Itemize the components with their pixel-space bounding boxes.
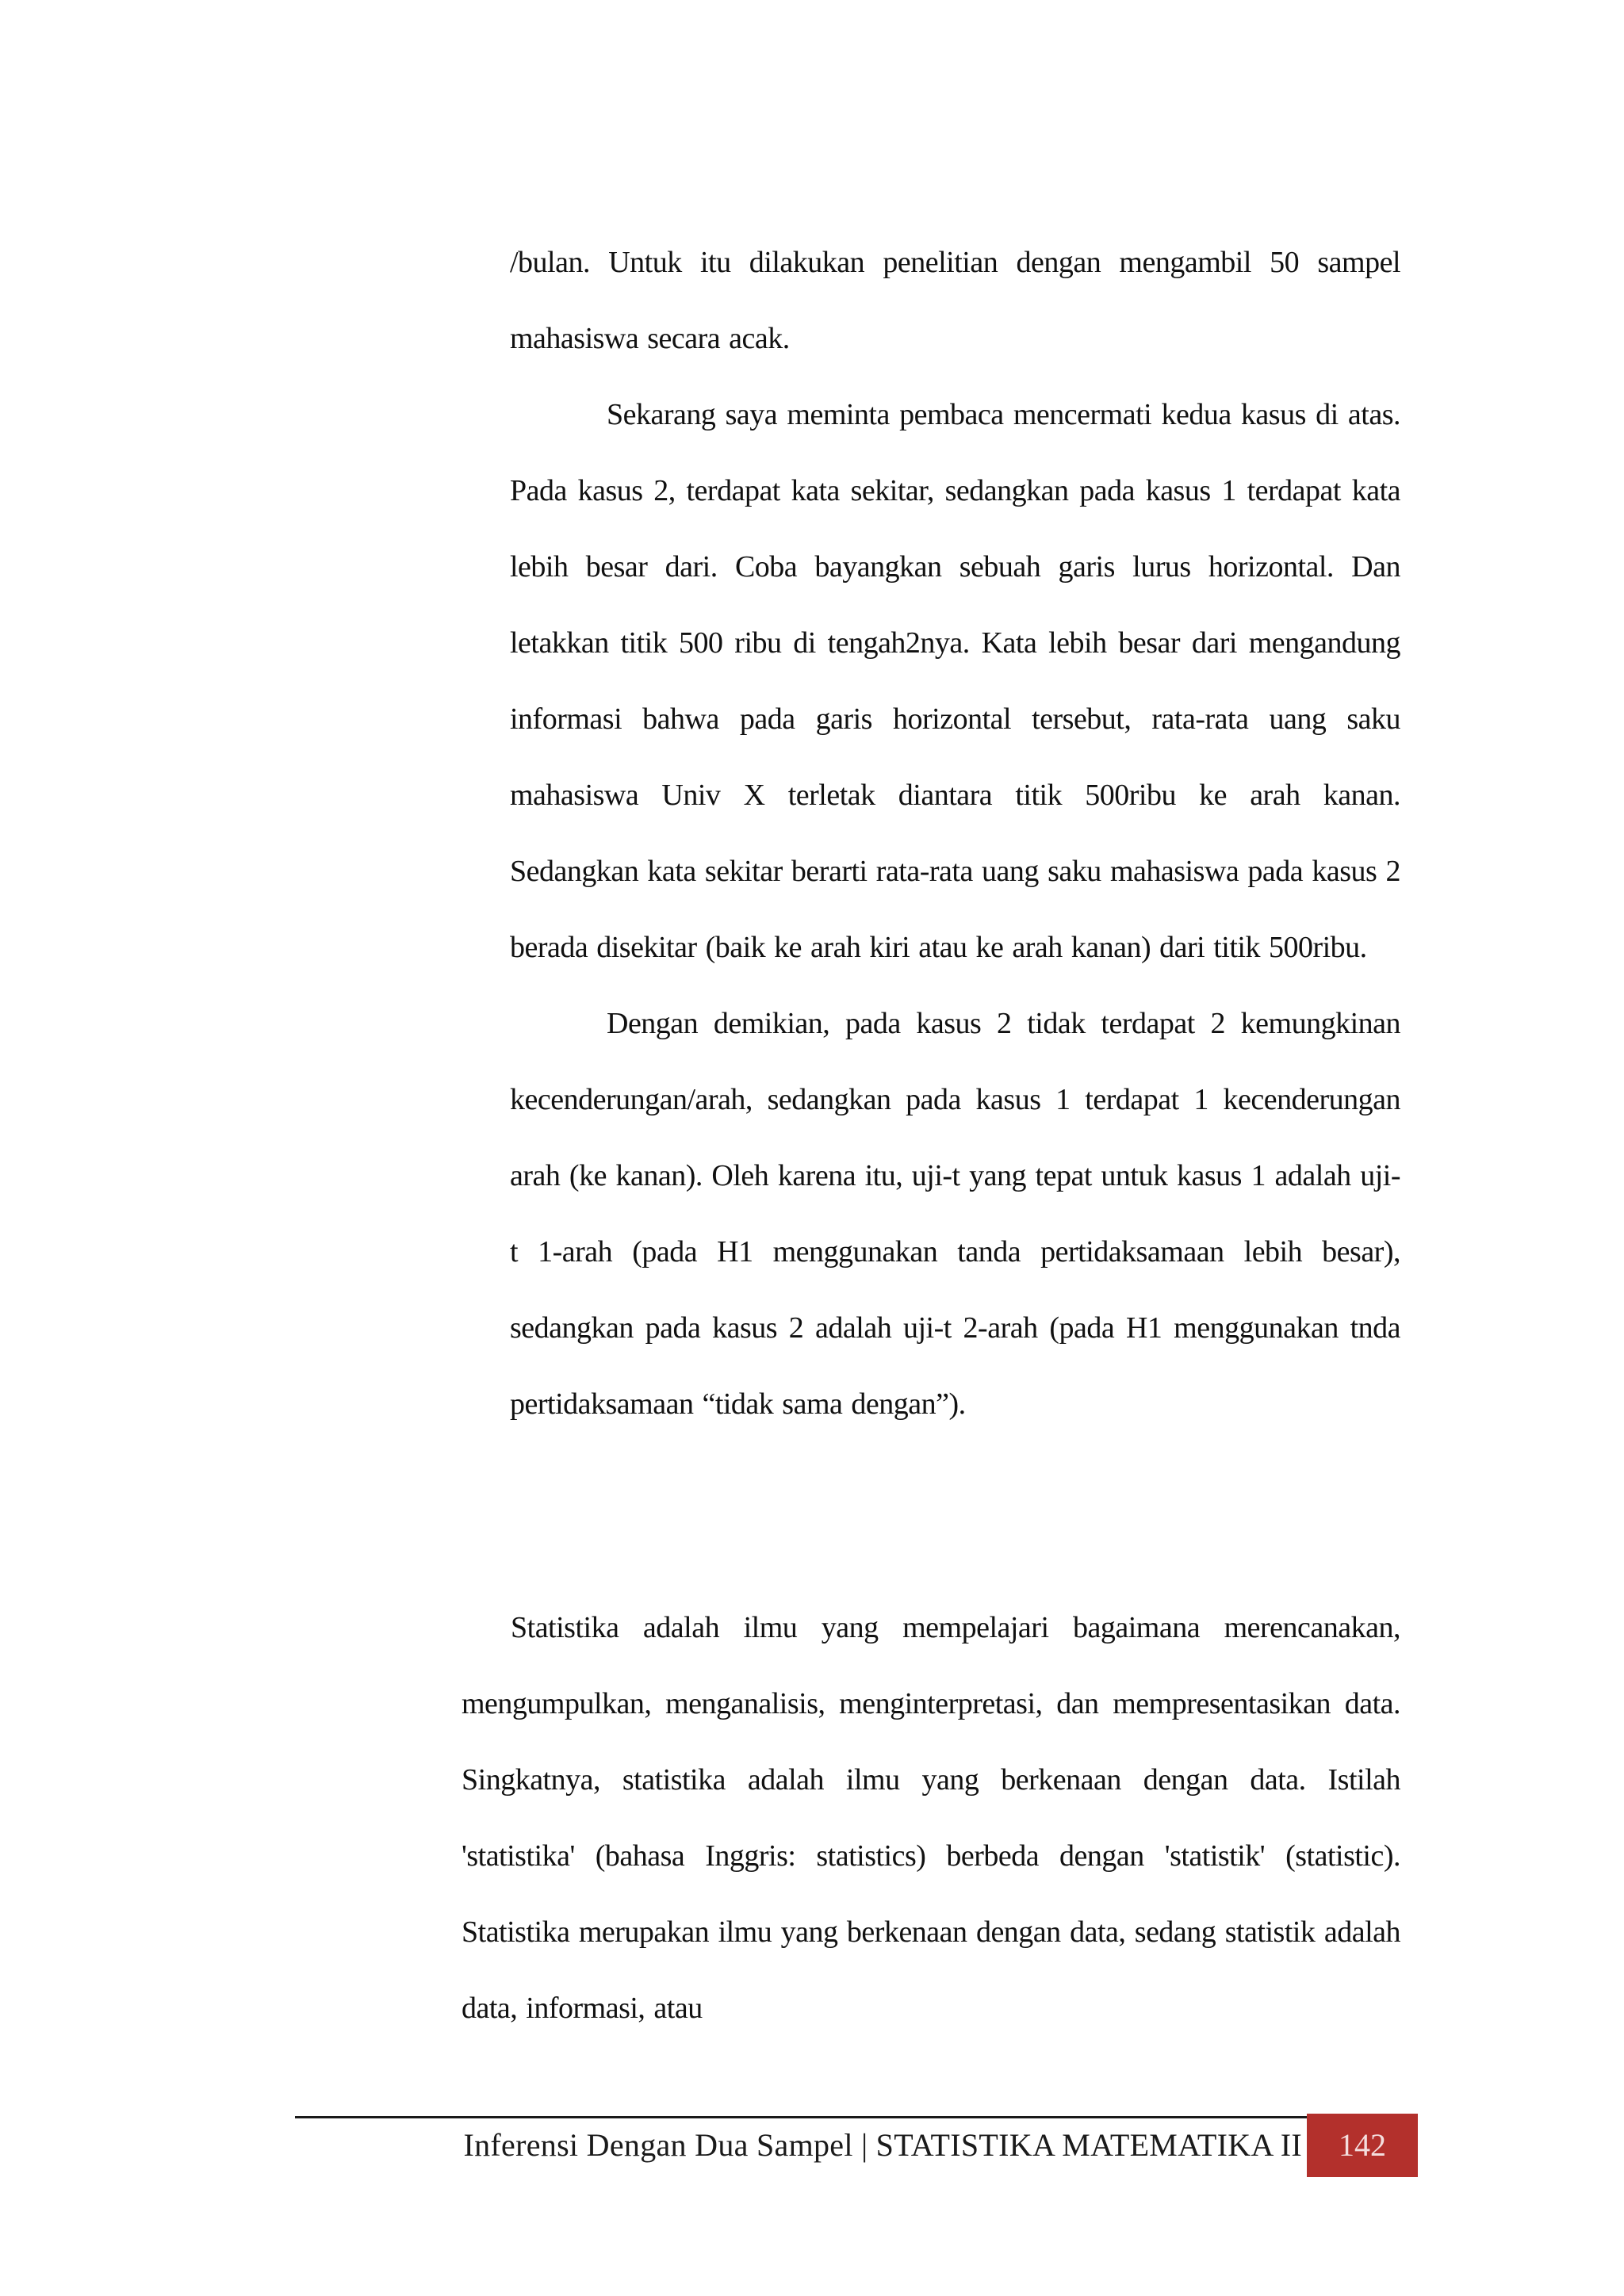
paragraph-conclusion: Dengan demikian, pada kasus 2 tidak terdapat 2 kemungkinan kecenderungan/arah, sedangkan pada kasus 1 terdapat 1 kecenderungan arah (ke kanan). Oleh karena itu, uji-t yang tepat untuk kasus 1 adalah uji-t 1-arah (pada H1 menggunakan tanda pertidaksamaan lebih besar), sedangkan pada kasus 2 adalah uji-t 2-arah (pada H1 menggunakan tnda pertidaksamaan “tidak sama dengan”). (510, 1007, 1400, 1421)
paragraph-statistika-definition: Statistika adalah ilmu yang mempelajari bagaimana merencanakan, mengumpulkan, menganalisis, menginterpretasi, dan mempresentasikan data. Singkatnya, statistika adalah ilmu yang berkenaan dengan data. Istilah 'statistika' (bahasa Inggris: statistics) berbeda dengan 'statistik' (statistic). Statistika merupakan ilmu yang berkenaan dengan data, sedang statistik adalah data, informasi, atau (462, 1611, 1400, 2025)
page-number-badge (1307, 2114, 1418, 2177)
paragraph-case-comparison: Sekarang saya meminta pembaca mencermati kedua kasus di atas. Pada kasus 2, terdapat kata sekitar, sedangkan pada kasus 1 terdapat kata lebih besar dari. Coba bayangkan sebuah garis lurus horizontal. Dan letakkan titik 500 ribu di tengah2nya. Kata lebih besar dari mengandung informasi bahwa pada garis horizontal tersebut, rata-rata uang saku mahasiswa Univ X terletak diantara titik 500ribu ke arah kanan. Sedangkan kata sekitar berarti rata-rata uang saku mahasiswa pada kasus 2 berada disekitar (baik ke arah kiri atau ke arah kanan) dari titik 500ribu. (510, 398, 1400, 964)
definition-block (462, 1590, 1400, 2046)
example-discussion-block (510, 224, 1400, 1442)
page-number: 142 (1339, 2127, 1386, 2163)
footer-running-title: Inferensi Dengan Dua Sampel | STATISTIKA MATEMATIKA II (463, 2127, 1302, 2163)
paragraph-continuation: /bulan. Untuk itu dilakukan penelitian dengan mengambil 50 sampel mahasiswa secara acak. (510, 246, 1400, 355)
